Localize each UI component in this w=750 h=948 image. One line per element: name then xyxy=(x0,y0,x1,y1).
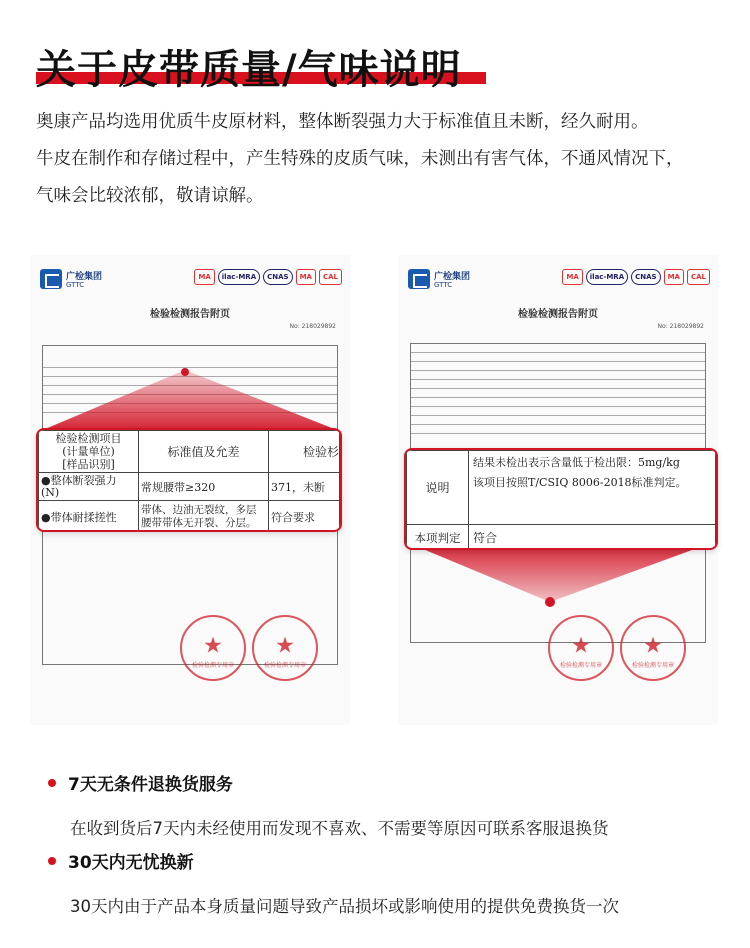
inspection-stamp-2 xyxy=(620,615,686,681)
magnify-cone-right xyxy=(400,540,720,610)
cnas-mark: CNAS xyxy=(631,269,660,285)
service-exchange-30day xyxy=(48,848,728,917)
service-title-row xyxy=(48,848,728,873)
intro-line-3: 气味会比较浓郁，敬请谅解。 xyxy=(36,186,264,206)
cert-marks xyxy=(194,269,342,285)
cert-marks xyxy=(562,269,710,285)
page-header xyxy=(36,38,462,95)
table-row xyxy=(39,473,340,501)
zoom-callout-left xyxy=(36,428,342,532)
ilac-mark: ilac-MRA xyxy=(218,269,260,285)
row-standard: 带体、边油无裂纹，多层 腰带带体无开裂、分层。 xyxy=(139,501,269,533)
row-item: ●整体断裂强力 (N) xyxy=(39,473,139,501)
stamp-text: 检验检测专用章 xyxy=(191,662,234,669)
cal-mark: CAL xyxy=(319,269,342,285)
star-icon: ★ xyxy=(275,633,295,659)
page-title: 关于皮带质量/气味说明 xyxy=(36,47,462,93)
cal-mark: CAL xyxy=(687,269,710,285)
row-result: 符合要求 xyxy=(269,501,340,533)
cma-mark: MA xyxy=(562,269,582,285)
service-desc: 30天内由于产品本身质量问题导致产品损坏或影响使用的提供免费换货一次 xyxy=(70,897,619,916)
zoom-callout-right xyxy=(404,448,718,550)
bullet-dot-icon xyxy=(48,857,56,865)
intro-line-1: 奥康产品均选用优质牛皮原材料，整体断裂强力大于标准值且未断，经久耐用。 xyxy=(36,112,649,132)
explanation-table xyxy=(406,450,716,550)
star-icon: ★ xyxy=(643,633,663,659)
gttc-logo-icon xyxy=(408,269,430,289)
cma-mark-2: MA xyxy=(296,269,316,285)
col-header-item: 检验检测项目 (计量单位) [样品识别] xyxy=(39,431,139,473)
inspection-stamp-1 xyxy=(180,615,246,681)
logo-name: 广检集团 xyxy=(66,272,103,282)
inspection-stamp-2 xyxy=(252,615,318,681)
col-header-result: 检验杉 xyxy=(269,431,340,473)
service-title: 7天无条件退换货服务 xyxy=(68,775,233,795)
row-item: ●带体耐揉搓性 xyxy=(39,501,139,533)
logo-name: 广检集团 xyxy=(434,272,471,282)
bullet-dot-icon xyxy=(48,779,56,787)
table-row xyxy=(39,501,340,533)
stamp-text: 检验检测专用章 xyxy=(263,662,306,669)
gttc-logo-icon xyxy=(40,269,62,289)
intro-line-2: 牛皮在制作和存储过程中，产生特殊的皮质气味，未测出有害气体，不通风情况下， xyxy=(36,149,684,169)
cma-mark-2: MA xyxy=(664,269,684,285)
service-title: 30天内无忧换新 xyxy=(68,853,194,873)
inspection-stamp-1 xyxy=(548,615,614,681)
intro-text xyxy=(36,104,726,215)
quality-test-table xyxy=(38,430,340,532)
logo-sub: GTTC xyxy=(434,281,453,289)
report-number: No: 218029892 xyxy=(289,323,336,330)
stamp-text: 检验检测专用章 xyxy=(631,662,674,669)
ilac-mark: ilac-MRA xyxy=(586,269,628,285)
explain-text: 结果未检出表示含量低于检出限：5mg/kg 该项目按照T/CSIQ 8006-2018标准判定。 xyxy=(469,451,716,525)
row-result: 371，未断 xyxy=(269,473,340,501)
explain-label: 说明 xyxy=(407,451,469,525)
star-icon: ★ xyxy=(203,633,223,659)
cnas-mark: CNAS xyxy=(263,269,292,285)
verdict-value: 符合 xyxy=(469,525,716,551)
verdict-label: 本项判定 xyxy=(407,525,469,551)
stamp-text: 检验检测专用章 xyxy=(559,662,602,669)
report-title: 检验检测报告附页 xyxy=(518,309,598,320)
report-header xyxy=(36,267,344,297)
logo-sub: GTTC xyxy=(66,281,85,289)
service-return-7day xyxy=(48,770,728,839)
cma-mark: MA xyxy=(194,269,214,285)
report-title: 检验检测报告附页 xyxy=(150,309,230,320)
report-header xyxy=(404,267,712,297)
report-number: No: 218029892 xyxy=(657,323,704,330)
star-icon: ★ xyxy=(571,633,591,659)
col-header-standard: 标准值及允差 xyxy=(139,431,269,473)
service-title-row xyxy=(48,770,728,795)
service-desc: 在收到货后7天内未经使用而发现不喜欢、不需要等原因可联系客服退换货 xyxy=(70,819,609,838)
row-standard: 常规腰带≥320 xyxy=(139,473,269,501)
